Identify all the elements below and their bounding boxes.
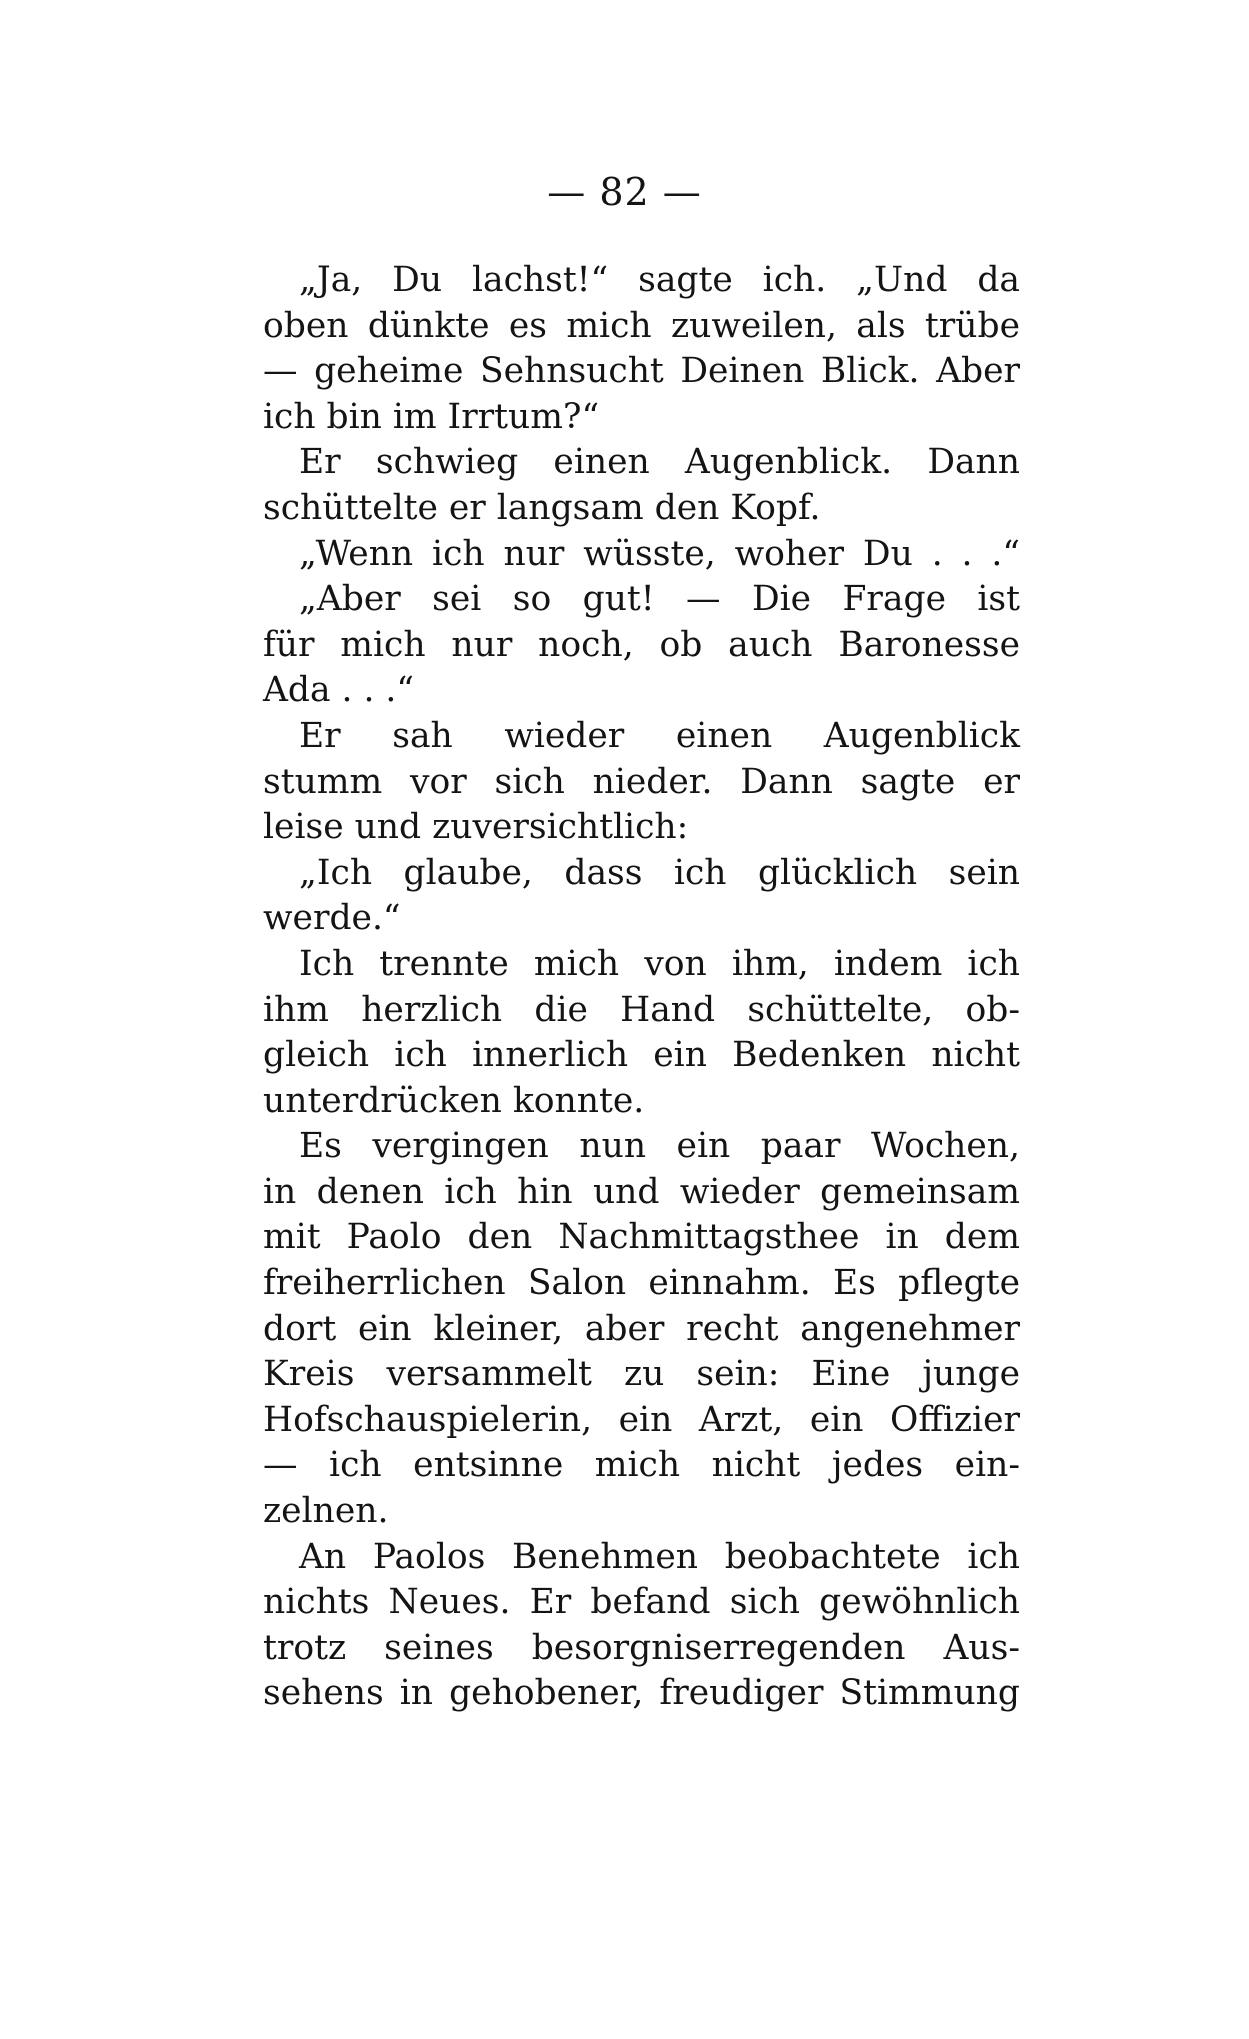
text-line: werde.“: [263, 898, 401, 939]
text-line: Hofschauspielerin, ein Arzt, ein Offizier: [263, 1399, 1020, 1440]
text-line: sehens in gehobener, freudiger Stimmung: [263, 1673, 1020, 1714]
text-line: An Paolos Benehmen beobachtete ich: [299, 1536, 1020, 1577]
text-line: oben dünkte es mich zuweilen, als trübe: [263, 305, 1020, 346]
text-line: stumm vor sich nieder. Dann sagte er: [263, 761, 1020, 802]
text-line: Es vergingen nun ein paar Wochen,: [299, 1126, 1020, 1167]
text-line: trotz seines besorgniserregenden Aus-: [263, 1627, 1020, 1668]
text-line: gleich ich innerlich ein Bedenken nicht: [263, 1035, 1020, 1076]
text-line: leise und zuversichtlich:: [263, 807, 689, 848]
text-line: „Ich glaube, dass ich glücklich sein: [299, 852, 1020, 893]
text-line: mit Paolo den Nachmittagsthee in dem: [263, 1217, 1020, 1258]
text-line: Kreis versammelt zu sein: Eine junge: [263, 1354, 1020, 1395]
text-line: „Wenn ich nur wüsste, woher Du . . .“: [299, 533, 1020, 574]
text-line: ihm herzlich die Hand schüttelte, ob-: [263, 989, 1020, 1030]
text-line: in denen ich hin und wieder gemeinsam: [263, 1171, 1020, 1212]
text-line: — geheime Sehnsucht Deinen Blick. Aber: [263, 351, 1020, 392]
page-number-header: — 82 —: [547, 170, 702, 214]
text-line: „Aber sei so gut! — Die Frage ist: [299, 579, 1020, 620]
text-line: ich bin im Irrtum?“: [263, 396, 600, 437]
text-line: — ich entsinne mich nicht jedes ein-: [263, 1445, 1020, 1486]
text-line: „Ja, Du lachst!“ sagte ich. „Und da: [299, 260, 1020, 300]
text-line: Ada . . .“: [263, 670, 415, 711]
text-line: schüttelte er langsam den Kopf.: [263, 487, 821, 528]
text-line: Er schwieg einen Augenblick. Dann: [299, 442, 1020, 483]
text-line: Er sah wieder einen Augenblick: [299, 715, 1020, 756]
text-line: freiherrlichen Salon einnahm. Es pflegte: [263, 1263, 1020, 1304]
text-line: zelnen.: [263, 1491, 389, 1532]
text-line: unterdrücken konnte.: [263, 1080, 645, 1121]
text-line: nichts Neues. Er befand sich gewöhnlich: [263, 1582, 1020, 1623]
body-text: [263, 258, 1020, 1717]
text-line: Ich trennte mich von ihm, indem ich: [299, 943, 1020, 984]
text-line: dort ein kleiner, aber recht angenehmer: [263, 1308, 1020, 1349]
text-line: für mich nur noch, ob auch Baronesse: [263, 624, 1020, 665]
